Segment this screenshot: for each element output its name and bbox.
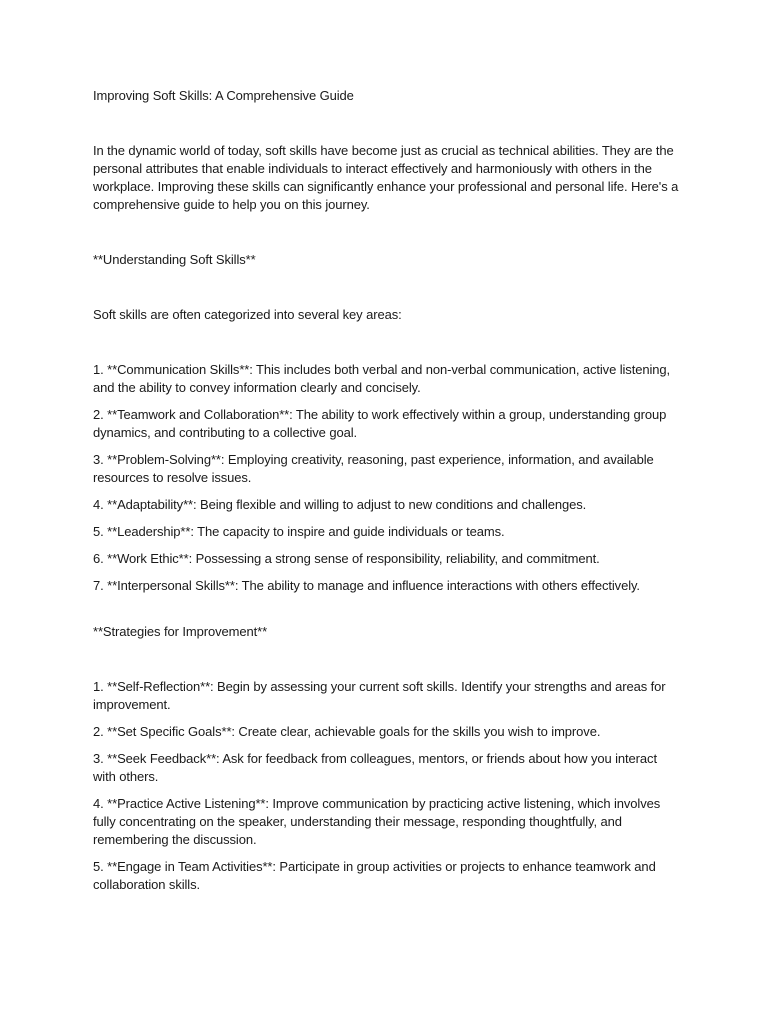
section-heading-understanding: **Understanding Soft Skills** xyxy=(93,252,256,267)
list-item: 2. **Teamwork and Collaboration**: The ability to work effectively within a group, understanding group dynamics, and contributing to a collective goal. xyxy=(93,407,667,440)
list-item: 5. **Engage in Team Activities**: Participate in group activities or projects to enhance teamwork and collaboration skills. xyxy=(93,859,656,892)
list-item: 6. **Work Ethic**: Possessing a strong sense of responsibility, reliability, and commitment. xyxy=(93,551,600,566)
list-item: 3. **Problem-Solving**: Employing creativity, reasoning, past experience, information, and available resources to resolve issues. xyxy=(93,452,654,485)
list-item: 7. **Interpersonal Skills**: The ability to manage and influence interactions with others effectively. xyxy=(93,578,640,593)
list-item: 1. **Communication Skills**: This includes both verbal and non-verbal communication, active listening, and the ability to convey information clearly and concisely. xyxy=(93,362,671,395)
list-item: 5. **Leadership**: The capacity to inspire and guide individuals or teams. xyxy=(93,524,505,539)
list-item: 4. **Practice Active Listening**: Improve communication by practicing active listening, which involves fully concentrating on the speaker, understanding their message, responding thoughtfully, and remembering the discussion. xyxy=(93,796,661,847)
document-body xyxy=(93,87,683,903)
list-item: 3. **Seek Feedback**: Ask for feedback from colleagues, mentors, or friends about how you interact with others. xyxy=(93,751,657,784)
key-areas-list xyxy=(93,361,683,595)
strategies-list xyxy=(93,678,683,894)
list-item: 4. **Adaptability**: Being flexible and willing to adjust to new conditions and challenges. xyxy=(93,497,587,512)
section-heading-strategies: **Strategies for Improvement** xyxy=(93,624,268,639)
list-item: 1. **Self-Reflection**: Begin by assessing your current soft skills. Identify your strengths and areas for improvement. xyxy=(93,679,666,712)
list-item: 2. **Set Specific Goals**: Create clear, achievable goals for the skills you wish to improve. xyxy=(93,724,601,739)
intro-paragraph: In the dynamic world of today, soft skills have become just as crucial as technical abilities. They are the personal attributes that enable individuals to interact effectively and harmoniously with others in the workplace. Improving these skills can significantly enhance your professional and personal life. Here's a comprehensive guide to help you on this journey. xyxy=(93,143,679,212)
section-lead: Soft skills are often categorized into several key areas: xyxy=(93,307,402,322)
document-title: Improving Soft Skills: A Comprehensive Guide xyxy=(93,88,354,103)
